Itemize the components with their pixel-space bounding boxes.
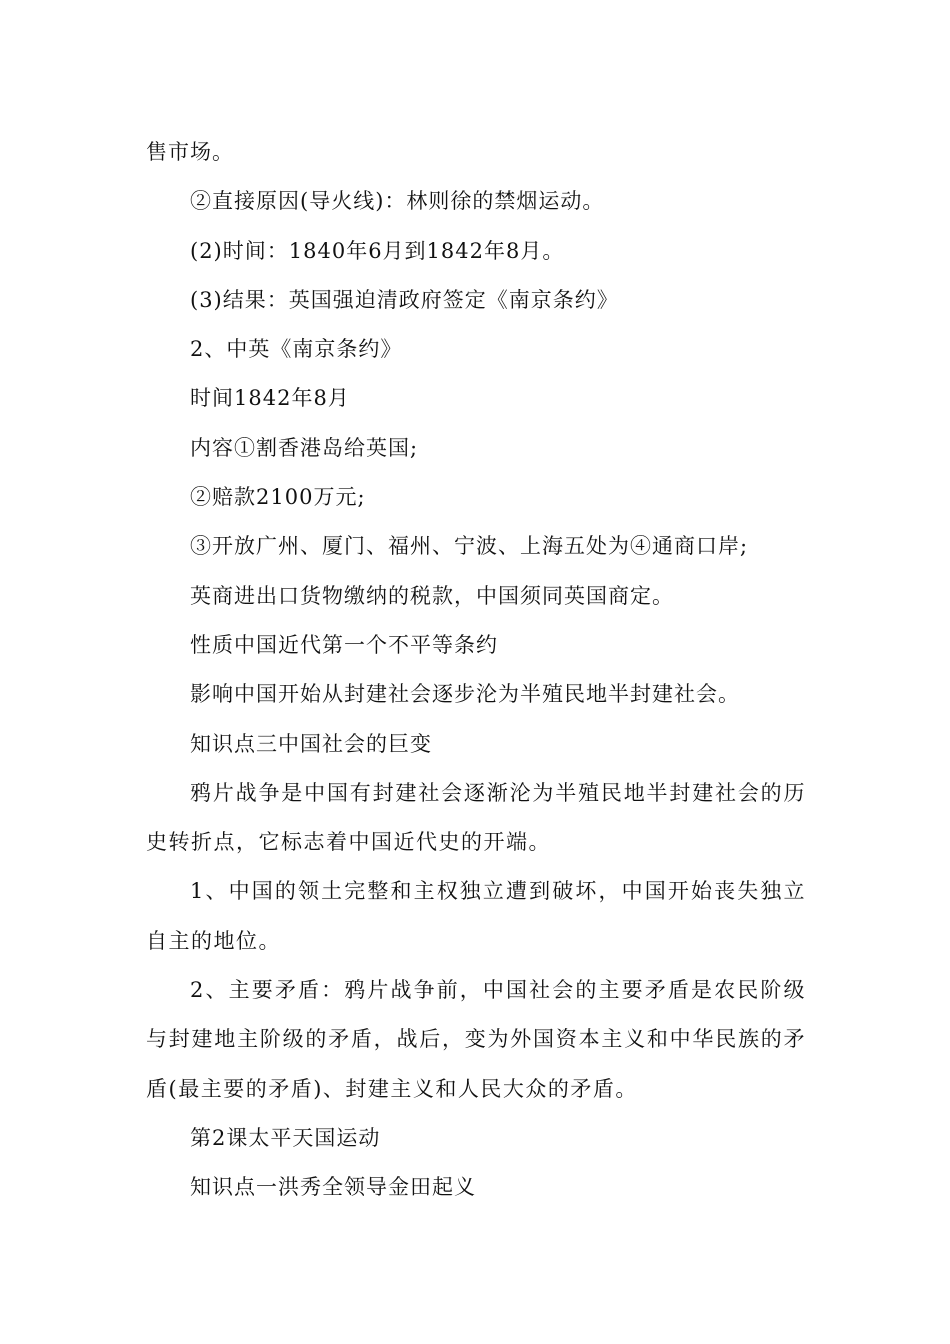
paragraph-indemnity: ②赔款2100万元; — [190, 485, 366, 510]
document-body — [146, 128, 806, 1213]
paragraph-main-contradiction: 2、主要矛盾：鸦片战争前，中国社会的主要矛盾是农民阶级与封建地主阶级的矛盾，战后，变为外国资本主义和中华民族的矛盾(最主要的矛盾)、封建主义和人民大众的矛盾。 — [146, 978, 806, 1101]
paragraph-nature: 性质中国近代第一个不平等条约 — [190, 632, 498, 657]
paragraph-influence: 影响中国开始从封建社会逐步沦为半殖民地半封建社会。 — [190, 682, 740, 707]
paragraph-treaty-time: 时间1842年8月 — [190, 386, 350, 411]
section-heading-knowledge-3: 知识点三中国社会的巨变 — [190, 731, 432, 756]
section-heading-treaty: 2、中英《南京条约》 — [190, 337, 403, 362]
paragraph-ports: ③开放广州、厦门、福州、宁波、上海五处为④通商口岸; — [190, 534, 749, 559]
paragraph-result: (3)结果：英国强迫清政府签定《南京条约》 — [190, 287, 619, 312]
paragraph-tariff: 英商进出口货物缴纳的税款，中国须同英国商定。 — [190, 583, 674, 608]
paragraph-time: (2)时间：1840年6月到1842年8月。 — [190, 238, 565, 263]
paragraph-continuation: 售市场。 — [146, 140, 234, 164]
paragraph-turning-point: 鸦片战争是中国有封建社会逐渐沦为半殖民地半封建社会的历史转折点，它标志着中国近代史的开端。 — [146, 780, 806, 855]
paragraph-treaty-content: 内容①割香港岛给英国; — [190, 435, 419, 460]
paragraph-sovereignty: 1、中国的领土完整和主权独立遭到破坏，中国开始丧失独立自主的地位。 — [146, 879, 806, 953]
paragraph-direct-cause: ②直接原因(导火线)：林则徐的禁烟运动。 — [190, 189, 605, 214]
section-heading-lesson-2: 第2课太平天国运动 — [190, 1125, 381, 1150]
section-heading-knowledge-1: 知识点一洪秀全领导金田起义 — [190, 1175, 476, 1200]
